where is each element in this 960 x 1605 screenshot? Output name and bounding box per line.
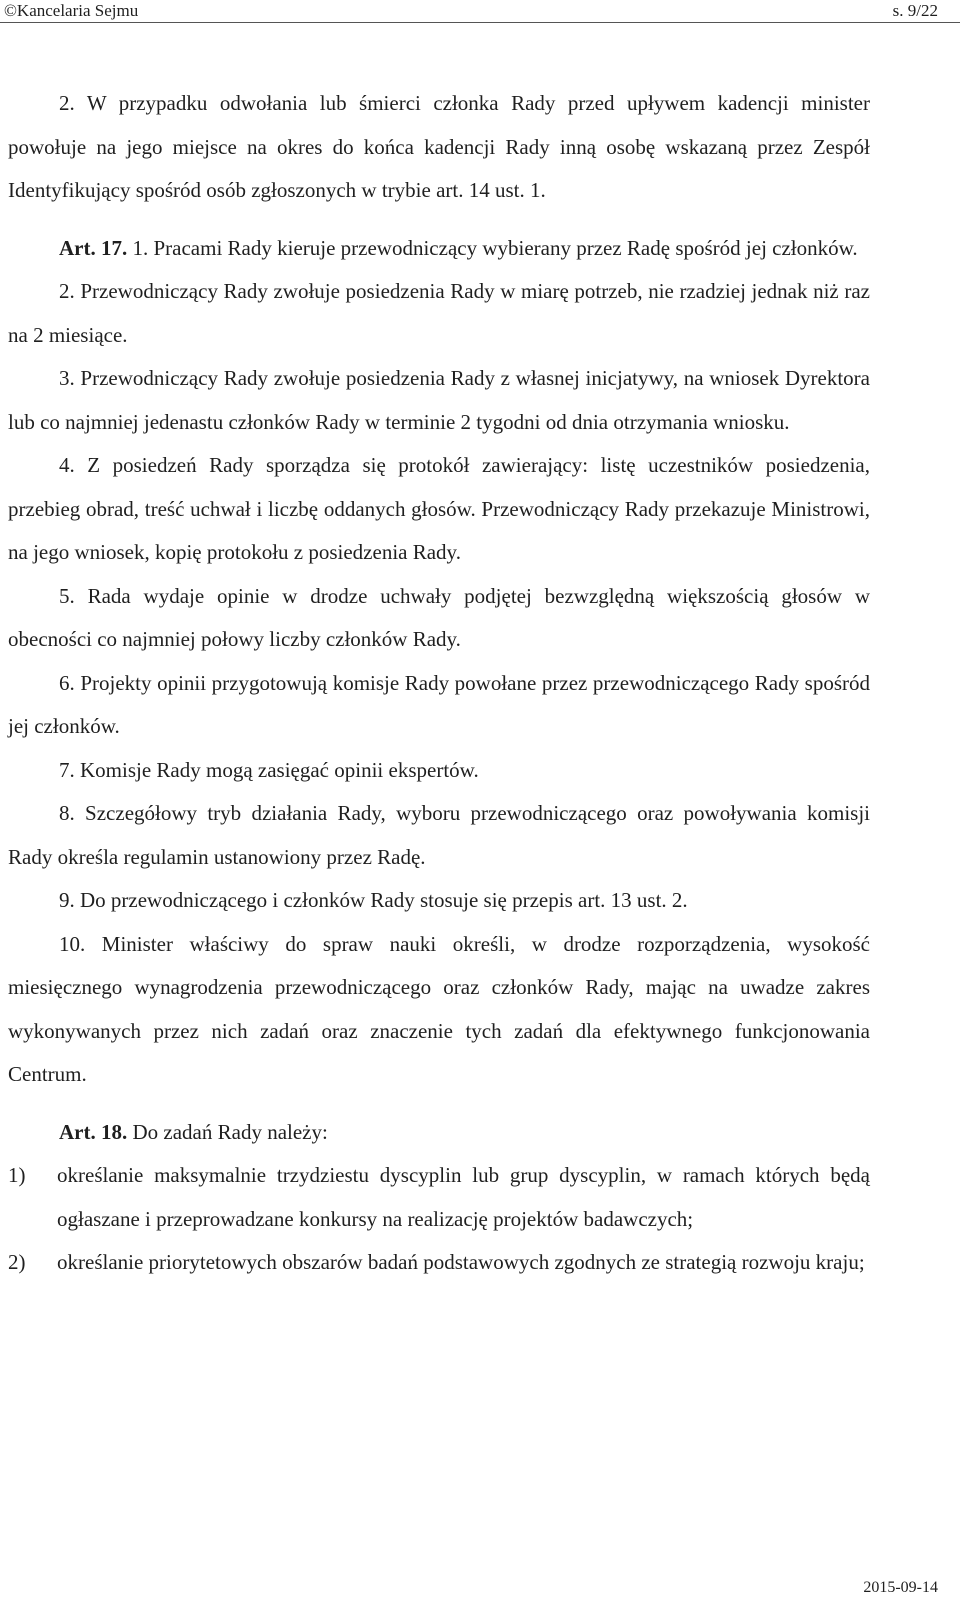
- art17-paragraph-4: 4. Z posiedzeń Rady sporządza się protokół zawierający: listę uczestników posiedzenia, przebieg obrad, treść uchwał i liczbę oddanych głosów. Przewodniczący Rady przekazuje Ministrowi, na jego wniosek, kopię protokołu z posiedzenia Rady.: [8, 453, 870, 564]
- art17-paragraph-1: [8, 227, 870, 271]
- spacer: [8, 213, 870, 227]
- header-source: ©Kancelaria Sejmu: [4, 1, 139, 20]
- art17-paragraph-10: 10. Minister właściwy do spraw nauki określi, w drodze rozporządzenia, wysokość miesięcznego wynagrodzenia przewodniczącego oraz członków Rady, mając na uwadze zakres wykonywanych przez nich zadań oraz znaczenie tych zadań dla efektywnego funkcjonowania Centrum.: [8, 931, 870, 1086]
- art17-p1-text: 1. Pracami Rady kieruje przewodniczący wybierany przez Radę spośród jej członków.: [127, 235, 858, 260]
- art17-paragraph-2: 2. Przewodniczący Rady zwołuje posiedzenia Rady w miarę potrzeb, nie rzadziej jednak niż raz na 2 miesiące.: [8, 279, 870, 347]
- art17-heading: Art. 17.: [59, 235, 128, 260]
- art17-paragraph-6: 6. Projekty opinii przygotowują komisje Rady powołane przez przewodniczącego Rady spośród jej członków.: [8, 670, 870, 738]
- list-item: [8, 1241, 870, 1285]
- list-item: [8, 1154, 870, 1241]
- paragraph-art16-2: 2. W przypadku odwołania lub śmierci członka Rady przed upływem kadencji minister powołuje na jego miejsce na okres do końca kadencji Rady inną osobę wskazaną przez Zespół Identyfikujący spośród osób zgłoszonych w trybie art. 14 ust. 1.: [8, 91, 870, 202]
- page-number: s. 9/22: [892, 1, 938, 20]
- page-header: [0, 0, 960, 23]
- document-body: [8, 82, 870, 1285]
- art17-paragraph-5: 5. Rada wydaje opinie w drodze uchwały podjętej bezwzględną większością głosów w obecności co najmniej połowy liczby członków Rady.: [8, 583, 870, 651]
- art18-intro-text: Do zadań Rady należy:: [127, 1119, 328, 1144]
- art17-paragraph-3: 3. Przewodniczący Rady zwołuje posiedzenia Rady z własnej inicjatywy, na wniosek Dyrektora lub co najmniej jedenastu członków Rady w terminie 2 tygodni od dnia otrzymania wniosku.: [8, 366, 870, 434]
- art18-intro: [8, 1111, 870, 1155]
- art18-task-list: [8, 1154, 870, 1285]
- art17-paragraph-8: 8. Szczegółowy tryb działania Rady, wyboru przewodniczącego oraz powoływania komisji Rady określa regulamin ustanowiony przez Radę.: [8, 801, 870, 869]
- list-item-number: 2): [8, 1250, 26, 1274]
- spacer: [8, 1097, 870, 1111]
- list-item-number: 1): [8, 1163, 26, 1187]
- list-item-text: określanie priorytetowych obszarów badań podstawowych zgodnych ze strategią rozwoju kraju;: [57, 1250, 865, 1274]
- art17-paragraph-9: 9. Do przewodniczącego i członków Rady stosuje się przepis art. 13 ust. 2.: [59, 888, 688, 912]
- footer-date: 2015-09-14: [863, 1579, 938, 1596]
- art17-paragraph-7: 7. Komisje Rady mogą zasięgać opinii ekspertów.: [59, 757, 479, 782]
- list-item-text: określanie maksymalnie trzydziestu dyscyplin lub grup dyscyplin, w ramach których będą ogłaszane i przeprowadzane konkursy na realizację projektów badawczych;: [57, 1163, 870, 1231]
- art18-heading: Art. 18.: [59, 1119, 128, 1144]
